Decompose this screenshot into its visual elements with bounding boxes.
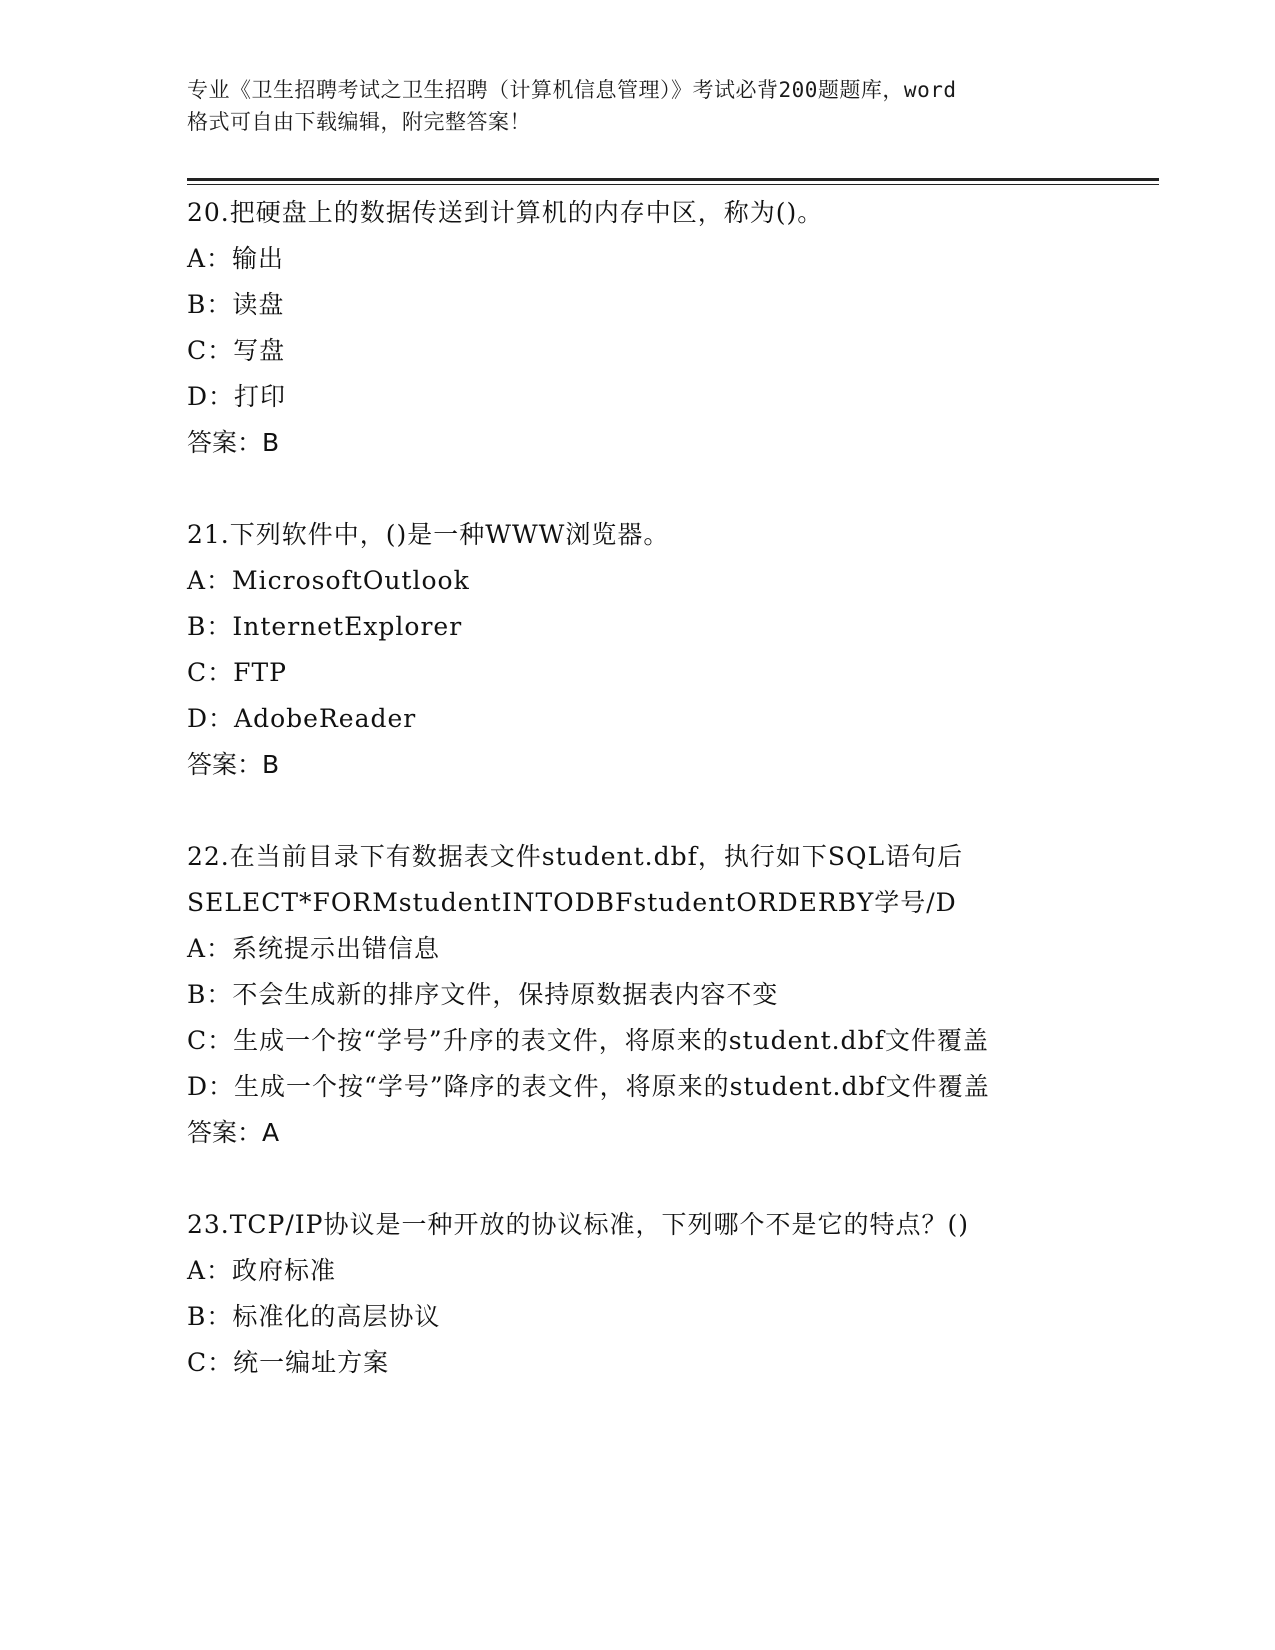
header-divider-thin bbox=[187, 184, 1159, 185]
option-b: B：读盘 bbox=[187, 290, 285, 319]
option-d: D：打印 bbox=[187, 382, 287, 411]
question-stem: 23.TCP/IP协议是一种开放的协议标准，下列哪个不是它的特点？() bbox=[187, 1210, 970, 1239]
question-stem: 21.下列软件中，()是一种WWW浏览器。 bbox=[187, 520, 670, 549]
question-stem: 20.把硬盘上的数据传送到计算机的内存中区，称为()。 bbox=[187, 198, 824, 227]
option-c: C：写盘 bbox=[187, 336, 286, 365]
question-22 bbox=[187, 834, 1167, 1156]
answer-label: 答案：B bbox=[187, 428, 280, 457]
question-23 bbox=[187, 1202, 1167, 1386]
question-21 bbox=[187, 512, 1167, 788]
document-header bbox=[187, 74, 1087, 138]
option-c: C：FTP bbox=[187, 658, 287, 687]
answer-label: 答案：A bbox=[187, 1118, 280, 1147]
option-a: A：输出 bbox=[187, 244, 285, 273]
question-stem: 22.在当前目录下有数据表文件student.dbf，执行如下SQL语句后SELECT*FORMstudentINTODBFstudentORDERBY学号/D bbox=[187, 842, 964, 917]
header-line-2: 格式可自由下载编辑，附完整答案！ bbox=[187, 110, 531, 134]
question-20 bbox=[187, 190, 1167, 466]
option-a: A：MicrosoftOutlook bbox=[187, 566, 470, 595]
question-list bbox=[187, 190, 1167, 1432]
option-a: A：政府标准 bbox=[187, 1256, 337, 1285]
option-b: B：标准化的高层协议 bbox=[187, 1302, 441, 1331]
option-d: D：AdobeReader bbox=[187, 704, 417, 733]
option-a: A：系统提示出错信息 bbox=[187, 934, 441, 963]
header-divider-thick bbox=[187, 178, 1159, 181]
answer-label: 答案：B bbox=[187, 750, 280, 779]
option-d: D：生成一个按“学号”降序的表文件，将原来的student.dbf文件覆盖 bbox=[187, 1072, 990, 1101]
option-b: B：InternetExplorer bbox=[187, 612, 463, 641]
option-c: C：生成一个按“学号”升序的表文件，将原来的student.dbf文件覆盖 bbox=[187, 1026, 989, 1055]
option-c: C：统一编址方案 bbox=[187, 1348, 390, 1377]
option-b: B：不会生成新的排序文件，保持原数据表内容不变 bbox=[187, 980, 779, 1009]
header-line-1: 专业《卫生招聘考试之卫生招聘（计算机信息管理）》考试必背200题题库，word bbox=[187, 78, 957, 102]
